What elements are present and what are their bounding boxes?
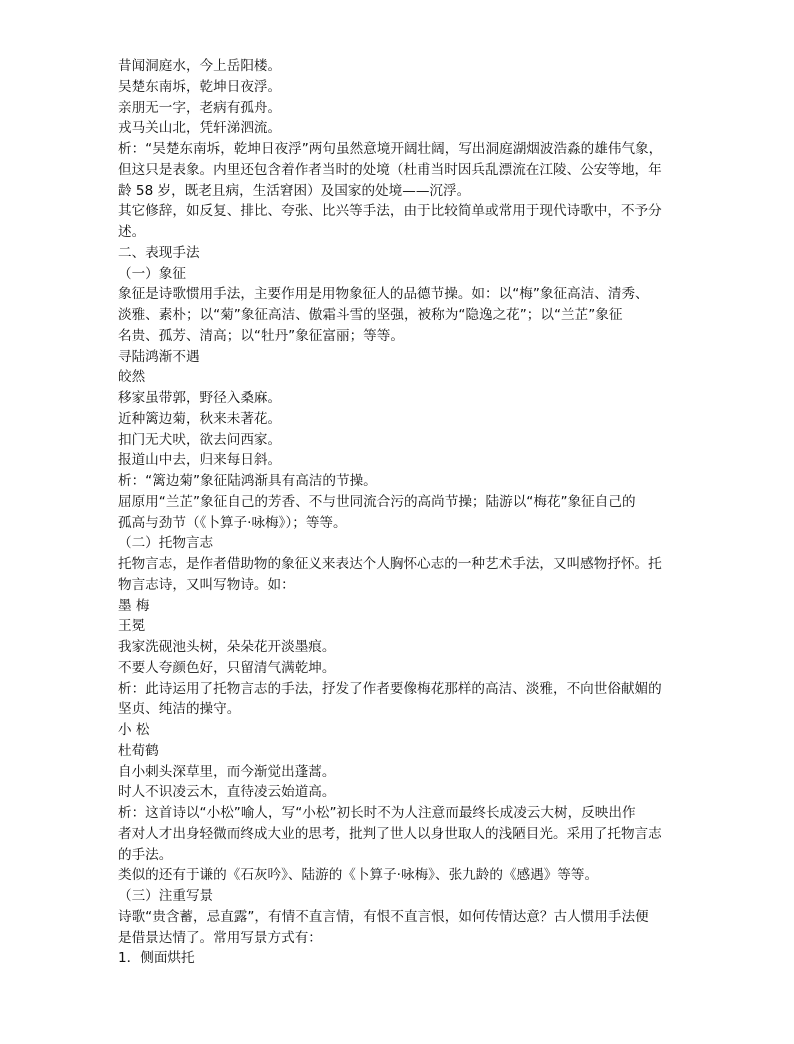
poem-line: 报道山中去，归来每日斜。 — [118, 452, 282, 469]
analysis-text: 龄 58 岁，既老且病，生活窘困）及国家的处境——沉浮。 — [118, 182, 471, 199]
poem-author: 皎然 — [118, 369, 146, 386]
poem-title: 寻陆鸿渐不遇 — [118, 348, 200, 365]
analysis-text: 析：“篱边菊”象征陆鸿渐具有高洁的节操。 — [118, 473, 377, 489]
paragraph-text: 象征是诗歌惯用手法，主要作用是用物象征人的品德节操。如：以“梅”象征高洁、清秀、 — [118, 286, 649, 303]
poem-line: 亲朋无一字，老病有孤舟。 — [118, 99, 282, 116]
analysis-text: 者对人才出身轻微而终成大业的思考，批判了世人以身世取人的浅陋目光。采用了托物言志 — [118, 825, 662, 842]
poem-author: 王冕 — [118, 618, 146, 635]
paragraph-text: 物言志诗，又叫写物诗。如： — [118, 576, 295, 593]
subsection-heading: （三）注重写景 — [118, 888, 214, 904]
poem-line: 昔闻洞庭水，今上岳阳楼。 — [118, 58, 282, 74]
poem-line: 近种篱边菊，秋来未著花。 — [118, 410, 282, 427]
paragraph-text: 托物言志，是作者借助物的象征义来表达个人胸怀心志的一种艺术手法，又叫感物抒怀。托 — [118, 556, 662, 572]
subsection-heading: （二）托物言志 — [118, 535, 214, 552]
subsection-heading: （一）象征 — [118, 265, 186, 282]
paragraph-text: 是借景达情了。常用写景方式有： — [118, 929, 322, 946]
analysis-text: 析：“吴楚东南坼，乾坤日夜浮”两句虽然意境开阔壮阔，写出洞庭湖烟波浩淼的雄伟气象， — [118, 141, 663, 157]
list-item-heading: 1．侧面烘托 — [118, 950, 195, 967]
document-page — [118, 56, 678, 969]
poem-line: 自小刺头深草里，而今渐觉出蓬蒿。 — [118, 763, 336, 780]
analysis-text: 坚贞、纯洁的操守。 — [118, 701, 241, 718]
poem-line: 时人不识凌云木，直待凌云始道高。 — [118, 784, 336, 801]
poem-line: 吴楚东南坼，乾坤日夜浮。 — [118, 78, 282, 95]
paragraph-text: 屈原用“兰芷”象征自己的芳香、不与世同流合污的高尚节操；陆游以“梅花”象征自己的 — [118, 493, 636, 510]
section-heading: 二、表现手法 — [118, 244, 200, 261]
paragraph-text: 述。 — [118, 224, 146, 240]
poem-line: 我家洗砚池头树，朵朵花开淡墨痕。 — [118, 639, 336, 655]
analysis-text: 但这只是表象。内里还包含着作者当时的处境（杜甫当时因兵乱漂流在江陵、公安等地，年 — [118, 161, 662, 178]
poem-author: 杜荀鹤 — [118, 742, 159, 759]
paragraph-text: 类似的还有于谦的《石灰吟》、陆游的《卜算子·咏梅》、张九龄的《感遇》等等。 — [118, 867, 599, 884]
paragraph-text: 淡雅、素朴；以“菊”象征高洁、傲霜斗雪的坚强，被称为“隐逸之花”；以“兰芷”象征 — [118, 307, 623, 323]
poem-line: 不要人夸颜色好，只留清气满乾坤。 — [118, 659, 336, 676]
poem-line: 扣门无犬吠，欲去问西家。 — [118, 431, 282, 448]
analysis-text: 的手法。 — [118, 846, 173, 863]
analysis-text: 析：这首诗以“小松”喻人，写“小松”初长时不为人注意而最终长成凌云大树，反映出作 — [118, 805, 636, 821]
paragraph-text: 诗歌“贵含蓄，忌直露”，有情不直言情，有恨不直言恨，如何传情达意？古人惯用手法便 — [118, 908, 649, 925]
poem-line: 移家虽带郭，野径入桑麻。 — [118, 390, 282, 406]
paragraph-text: 孤高与劲节（《卜算子·咏梅》）；等等。 — [118, 514, 347, 531]
poem-line: 戎马关山北，凭轩涕泗流。 — [118, 120, 282, 137]
paragraph-text: 其它修辞，如反复、排比、夸张、比兴等手法，由于比较简单或常用于现代诗歌中，不予分 — [118, 203, 662, 220]
poem-title: 墨 梅 — [118, 597, 150, 614]
paragraph-text: 名贵、孤芳、清高；以“牡丹”象征富丽；等等。 — [118, 327, 404, 344]
poem-title: 小 松 — [118, 722, 150, 738]
analysis-text: 析：此诗运用了托物言志的手法，抒发了作者要像梅花那样的高洁、淡雅，不向世俗献媚的 — [118, 680, 662, 697]
